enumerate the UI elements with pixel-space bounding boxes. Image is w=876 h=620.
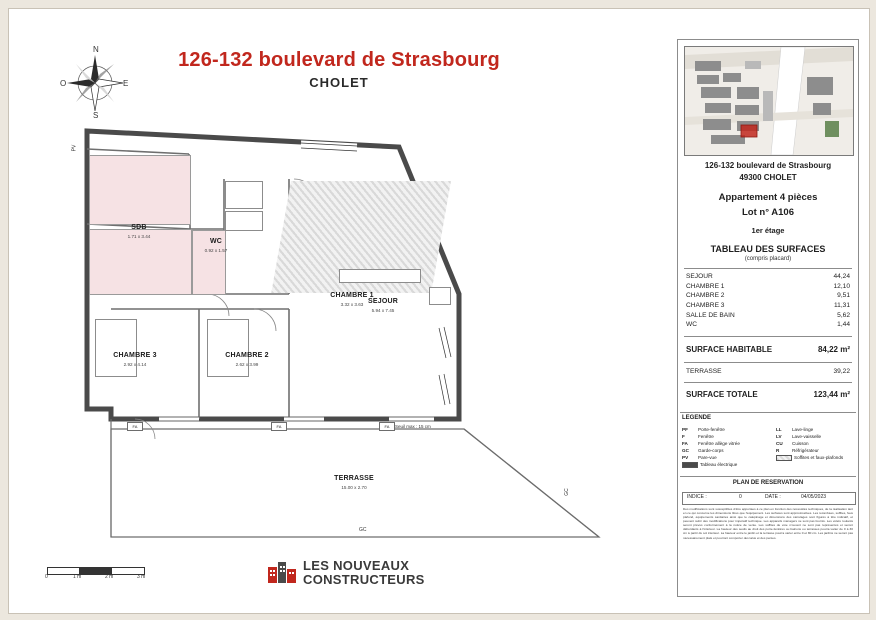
legend-text: Cuisson xyxy=(792,441,809,446)
legal-notice: Des modifications sont susceptibles d'être apportées à ce plan en fonction des nécessités techniques, de la réalisation tant en ce qui concerne les dimensions litres que l'équipement. Les surfaces sont approximatives. Les retombées, soffites, faux plafond, équipements sanitaires ainsi que le calepinage et dimensions des carrelages sont figurés à titre indicatif, et peuvent subir des modifications pour impératif technique. Les appareils ménagers ne sont pas fournis. Les volets roulants seront prévus conformément à la notice de vente. Les soffites de voie n'ouvent ne sont pas représentés et seront débordants à l'intérieur. La hauteur des seuils au droit des porte-fenêtres ou balcons ou terrasses pourra varier de 0 à 30 cm à partir du sol intérieur. La hauteur entre le jardin et la terrasse pourra varier entre 0 et 80 cm. Les jardins ne seront pas nécessairement plats et pourront comporter des talus et des pentes. xyxy=(683,507,853,540)
legend-title: LEGENDE xyxy=(682,415,712,421)
legend-abbr: LV xyxy=(776,434,782,439)
legend-abbr: FA xyxy=(682,441,688,446)
soffite-swatch-icon xyxy=(776,455,792,461)
room-label-chambre3: CHAMBRE 3 2.92 x 4.14 xyxy=(113,352,157,367)
table-row xyxy=(686,282,850,292)
legend-text: Soffites et faux-plafonds xyxy=(794,455,844,460)
legend-item xyxy=(682,426,774,433)
room-label-terrasse: TERRASSE 15.00 x 2.70 xyxy=(334,475,374,490)
annotation-fa-3: FA xyxy=(379,422,395,431)
indice-date-row xyxy=(682,492,856,505)
table-row xyxy=(686,272,850,282)
legend-text: Fenêtre allège vitrée xyxy=(698,441,740,446)
surface-label: CHAMBRE 2 xyxy=(686,292,725,300)
page-subtitle: CHOLET xyxy=(309,75,369,90)
legend-abbr: CU xyxy=(776,441,783,446)
legend-item xyxy=(776,447,856,454)
scale-bar xyxy=(47,567,177,581)
page-title: 126-132 boulevard de Strasbourg xyxy=(178,49,500,71)
surface-value: 1,44 xyxy=(837,321,850,329)
reservation-plan-title: PLAN DE RESERVATION xyxy=(732,480,804,486)
legend-item xyxy=(682,433,774,440)
surface-value: 12,10 xyxy=(833,282,850,290)
logo-line1: LES NOUVEAUX xyxy=(303,558,410,573)
surface-totale-value: 123,44 m² xyxy=(813,390,850,399)
legend-item xyxy=(776,426,856,433)
legend-abbr: PV xyxy=(682,455,689,460)
legend-abbr: F xyxy=(682,434,685,439)
legend-text: Fenêtre xyxy=(698,434,714,439)
scale-tick-1: 1 m xyxy=(73,574,82,580)
table-row xyxy=(686,310,850,320)
surfaces-table xyxy=(686,272,850,330)
panel-address-line1: 126-132 boulevard de Strasbourg xyxy=(704,161,832,170)
annotation-fa-2: FA xyxy=(271,422,287,431)
room-label-wc: WC 0.92 x 1.57 xyxy=(204,238,228,253)
terrasse-label: TERRASSE xyxy=(686,368,722,375)
legend-text: Pare-vue xyxy=(698,455,717,460)
shower-unit xyxy=(225,181,263,209)
legend-text: Réfrigérateur xyxy=(792,448,819,453)
room-label-chambre1: CHAMBRE 1 3.32 x 3.63 xyxy=(330,292,374,307)
legend-abbr: R xyxy=(776,448,780,453)
legend-item xyxy=(776,440,856,447)
surface-label: SALLE DE BAIN xyxy=(686,311,735,319)
indice-value: 0 xyxy=(739,494,742,500)
legend xyxy=(682,426,854,474)
compass-north-label: N xyxy=(93,45,99,54)
surface-label: CHAMBRE 1 xyxy=(686,282,725,290)
panel-floor: 1er étage xyxy=(751,226,785,235)
annotation-pv: PV xyxy=(71,144,78,152)
company-logo xyxy=(267,555,457,591)
surface-value: 9,51 xyxy=(837,292,850,300)
annotation-seuil: Seuil max : 15 cm xyxy=(395,424,431,429)
legend-item xyxy=(776,454,856,461)
indice-label: INDICE : xyxy=(687,494,707,500)
room-label-sdb: SDB 1.71 x 3.44 xyxy=(127,224,151,239)
location-map xyxy=(684,46,854,156)
surface-label: WC xyxy=(686,321,697,329)
compass-west-label: O xyxy=(60,79,67,88)
room-label-chambre2: CHAMBRE 2 2.62 x 3.99 xyxy=(225,352,269,367)
scale-tick-2: 2 m xyxy=(105,574,114,580)
surface-habitable-label: SURFACE HABITABLE xyxy=(686,345,773,354)
legend-text: Porte-fenêtre xyxy=(698,427,725,432)
annotation-fa-1: FA xyxy=(127,422,143,431)
legend-item xyxy=(682,454,774,461)
vanity-unit xyxy=(225,211,263,231)
panel-address xyxy=(678,160,858,185)
surface-label: CHAMBRE 3 xyxy=(686,302,725,310)
scale-tick-3: 3 m xyxy=(137,574,146,580)
panel-lot-number: Lot n° A106 xyxy=(741,207,794,219)
surface-totale-label: SURFACE TOTALE xyxy=(686,390,758,399)
compass-south-label: S xyxy=(93,111,99,120)
legend-column-1 xyxy=(682,426,774,468)
surfaces-table-title: TABLEAU DES SURFACES xyxy=(710,244,826,254)
surfaces-table-subtitle: (compris placard) xyxy=(744,256,792,262)
surface-habitable-value: 84,22 m² xyxy=(817,345,850,354)
entry-zone xyxy=(89,155,191,225)
date-value: 04/05/2023 xyxy=(801,494,827,500)
compass-east-label: E xyxy=(123,79,129,88)
legend-item xyxy=(682,461,774,468)
legend-abbr: PF xyxy=(682,427,688,432)
panel-address-line2: 49300 CHOLET xyxy=(739,173,797,183)
legend-text: Garde-corps xyxy=(698,448,724,453)
plan-sheet xyxy=(8,8,870,614)
legend-text: Tableau électrique xyxy=(700,462,738,467)
surface-value: 5,62 xyxy=(837,311,850,319)
legend-item xyxy=(682,440,774,447)
floor-plan-drawing xyxy=(39,119,659,559)
legend-item xyxy=(776,433,856,440)
legend-abbr: GC xyxy=(682,448,689,453)
table-row xyxy=(686,301,850,311)
terrasse-value: 39,22 xyxy=(833,368,850,375)
logo-mark-icon xyxy=(267,557,297,585)
table-row xyxy=(686,320,850,330)
surface-label: SEJOUR xyxy=(686,273,713,281)
panel-apartment-type: Appartement 4 pièces xyxy=(718,192,818,203)
appliance-box xyxy=(429,287,451,305)
legend-text: Lave-vaisselle xyxy=(792,434,822,439)
annotation-gc-right: GC xyxy=(563,488,570,496)
table-row xyxy=(686,291,850,301)
logo-line2: CONSTRUCTEURS xyxy=(303,572,425,587)
kitchen-counter xyxy=(339,269,421,283)
panel-apartment xyxy=(678,190,858,220)
compass-rose xyxy=(59,47,131,119)
legend-abbr: LL xyxy=(776,427,782,432)
date-label: DATE : xyxy=(765,494,781,500)
legend-column-2 xyxy=(776,426,856,461)
surface-value: 44,24 xyxy=(833,273,850,281)
electrical-panel-swatch-icon xyxy=(682,462,698,468)
scale-tick-0: 0 xyxy=(45,574,48,580)
room-label-sejour: SEJOUR 5.94 x 7.45 xyxy=(368,298,398,313)
legend-item xyxy=(682,447,774,454)
legend-text: Lave-linge xyxy=(792,427,814,432)
surface-value: 11,31 xyxy=(833,302,850,310)
info-panel xyxy=(677,39,859,597)
annotation-gc-bottom: GC xyxy=(359,527,367,533)
